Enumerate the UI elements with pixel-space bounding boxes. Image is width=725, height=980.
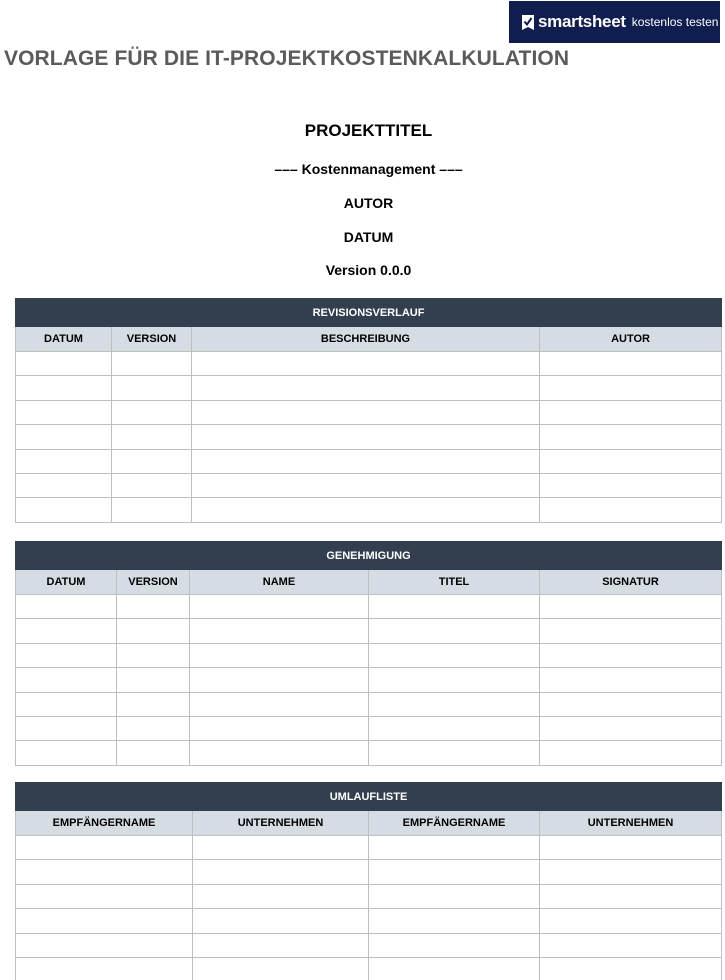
table-cell[interactable] — [540, 498, 722, 522]
table-row — [16, 957, 722, 980]
table-cell[interactable] — [540, 352, 722, 376]
table-cell[interactable] — [117, 716, 190, 740]
table-cell[interactable] — [540, 619, 722, 643]
table-cell[interactable] — [117, 668, 190, 692]
table-cell[interactable] — [193, 836, 369, 860]
table-cell[interactable] — [369, 668, 540, 692]
table-cell[interactable] — [193, 909, 369, 933]
author-label: AUTOR — [343, 195, 394, 211]
table-cell[interactable] — [369, 619, 540, 643]
table-cell[interactable] — [369, 860, 540, 884]
table-row — [16, 860, 722, 884]
table-cell[interactable] — [16, 933, 193, 957]
column-header: AUTOR — [540, 327, 722, 352]
table-row — [16, 498, 722, 522]
table-cell[interactable] — [112, 400, 192, 424]
table-cell[interactable] — [540, 957, 722, 980]
table-row — [16, 473, 722, 497]
distribution-heading: UMLAUFLISTE — [16, 783, 722, 811]
table-row — [16, 425, 722, 449]
table-cell[interactable] — [16, 425, 112, 449]
column-header: EMPFÄNGERNAME — [369, 811, 540, 836]
column-header: SIGNATUR — [540, 570, 722, 595]
table-cell[interactable] — [112, 449, 192, 473]
approval-table — [15, 541, 722, 766]
version-label: Version 0.0.0 — [325, 262, 412, 278]
table-cell[interactable] — [190, 668, 369, 692]
table-cell[interactable] — [540, 449, 722, 473]
table-cell[interactable] — [16, 376, 112, 400]
brand-name: smartsheet — [538, 12, 626, 31]
table-cell[interactable] — [193, 933, 369, 957]
table-cell[interactable] — [540, 595, 722, 619]
table-cell[interactable] — [16, 860, 193, 884]
table-row — [16, 933, 722, 957]
table-cell[interactable] — [540, 884, 722, 908]
column-header: VERSION — [112, 327, 192, 352]
table-cell[interactable] — [112, 376, 192, 400]
column-header: BESCHREIBUNG — [192, 327, 540, 352]
table-cell[interactable] — [540, 473, 722, 497]
table-cell[interactable] — [369, 909, 540, 933]
table-cell[interactable] — [112, 498, 192, 522]
column-header: TITEL — [369, 570, 540, 595]
table-cell[interactable] — [540, 933, 722, 957]
table-cell[interactable] — [190, 643, 369, 667]
table-cell[interactable] — [16, 668, 117, 692]
table-cell[interactable] — [190, 741, 369, 765]
table-cell[interactable] — [369, 643, 540, 667]
table-row — [16, 376, 722, 400]
table-cell[interactable] — [16, 643, 117, 667]
table-row — [16, 352, 722, 376]
table-cell[interactable] — [192, 425, 540, 449]
table-cell[interactable] — [540, 425, 722, 449]
table-cell[interactable] — [193, 860, 369, 884]
smartsheet-trial-banner[interactable] — [509, 1, 720, 43]
table-cell[interactable] — [190, 595, 369, 619]
table-cell[interactable] — [540, 376, 722, 400]
table-cell[interactable] — [193, 957, 369, 980]
table-cell[interactable] — [16, 692, 117, 716]
table-cell[interactable] — [540, 909, 722, 933]
table-cell[interactable] — [16, 619, 117, 643]
table-cell[interactable] — [16, 449, 112, 473]
column-header: NAME — [190, 570, 369, 595]
table-row — [16, 619, 722, 643]
table-cell[interactable] — [369, 595, 540, 619]
trial-link[interactable]: kostenlos testen — [631, 15, 719, 29]
table-row — [16, 643, 722, 667]
table-cell[interactable] — [192, 449, 540, 473]
table-cell[interactable] — [190, 619, 369, 643]
column-header: EMPFÄNGERNAME — [16, 811, 193, 836]
revision-history-heading: REVISIONSVERLAUF — [16, 299, 722, 327]
table-row — [16, 595, 722, 619]
table-cell[interactable] — [16, 352, 112, 376]
table-row — [16, 668, 722, 692]
table-cell[interactable] — [540, 836, 722, 860]
table-cell[interactable] — [16, 884, 193, 908]
table-row — [16, 836, 722, 860]
table-cell[interactable] — [190, 716, 369, 740]
table-cell[interactable] — [112, 352, 192, 376]
table-cell[interactable] — [112, 473, 192, 497]
table-cell[interactable] — [190, 692, 369, 716]
document-title: VORLAGE FÜR DIE IT-PROJEKTKOSTENKALKULATION — [4, 47, 570, 70]
table-cell[interactable] — [112, 425, 192, 449]
table-row — [16, 449, 722, 473]
table-cell[interactable] — [117, 692, 190, 716]
table-cell[interactable] — [192, 376, 540, 400]
table-cell[interactable] — [193, 884, 369, 908]
column-header: DATUM — [16, 570, 117, 595]
table-cell[interactable] — [16, 957, 193, 980]
project-title: PROJEKTTITEL — [304, 121, 433, 140]
column-header: DATUM — [16, 327, 112, 352]
table-cell[interactable] — [540, 692, 722, 716]
table-cell[interactable] — [117, 619, 190, 643]
table-row — [16, 692, 722, 716]
table-cell[interactable] — [16, 400, 112, 424]
table-cell[interactable] — [117, 643, 190, 667]
table-cell[interactable] — [16, 473, 112, 497]
date-label: DATUM — [343, 229, 394, 245]
table-row — [16, 400, 722, 424]
table-cell[interactable] — [16, 595, 117, 619]
table-cell[interactable] — [540, 643, 722, 667]
table-cell[interactable] — [192, 400, 540, 424]
distribution-table — [15, 782, 722, 980]
table-row — [16, 884, 722, 908]
table-cell[interactable] — [369, 933, 540, 957]
table-cell[interactable] — [192, 498, 540, 522]
table-row — [16, 716, 722, 740]
column-header: UNTERNEHMEN — [540, 811, 722, 836]
table-cell[interactable] — [369, 836, 540, 860]
smartsheet-check-icon — [522, 15, 534, 30]
table-cell[interactable] — [16, 909, 193, 933]
table-row — [16, 909, 722, 933]
table-row — [16, 741, 722, 765]
table-cell[interactable] — [540, 400, 722, 424]
approval-heading: GENEHMIGUNG — [16, 542, 722, 570]
table-cell[interactable] — [540, 716, 722, 740]
table-cell[interactable] — [540, 668, 722, 692]
subtitle: ––– Kostenmanagement ––– — [274, 161, 463, 177]
table-cell[interactable] — [540, 741, 722, 765]
revision-history-table — [15, 298, 722, 523]
table-cell[interactable] — [369, 741, 540, 765]
table-cell[interactable] — [192, 352, 540, 376]
table-cell[interactable] — [192, 473, 540, 497]
table-cell[interactable] — [16, 498, 112, 522]
table-cell[interactable] — [117, 741, 190, 765]
column-header: VERSION — [117, 570, 190, 595]
column-header: UNTERNEHMEN — [193, 811, 369, 836]
table-cell[interactable] — [16, 741, 117, 765]
table-cell[interactable] — [117, 595, 190, 619]
table-cell[interactable] — [16, 836, 193, 860]
table-cell[interactable] — [369, 884, 540, 908]
table-cell[interactable] — [369, 957, 540, 980]
table-cell[interactable] — [16, 716, 117, 740]
table-cell[interactable] — [540, 860, 722, 884]
table-cell[interactable] — [369, 716, 540, 740]
table-cell[interactable] — [369, 692, 540, 716]
